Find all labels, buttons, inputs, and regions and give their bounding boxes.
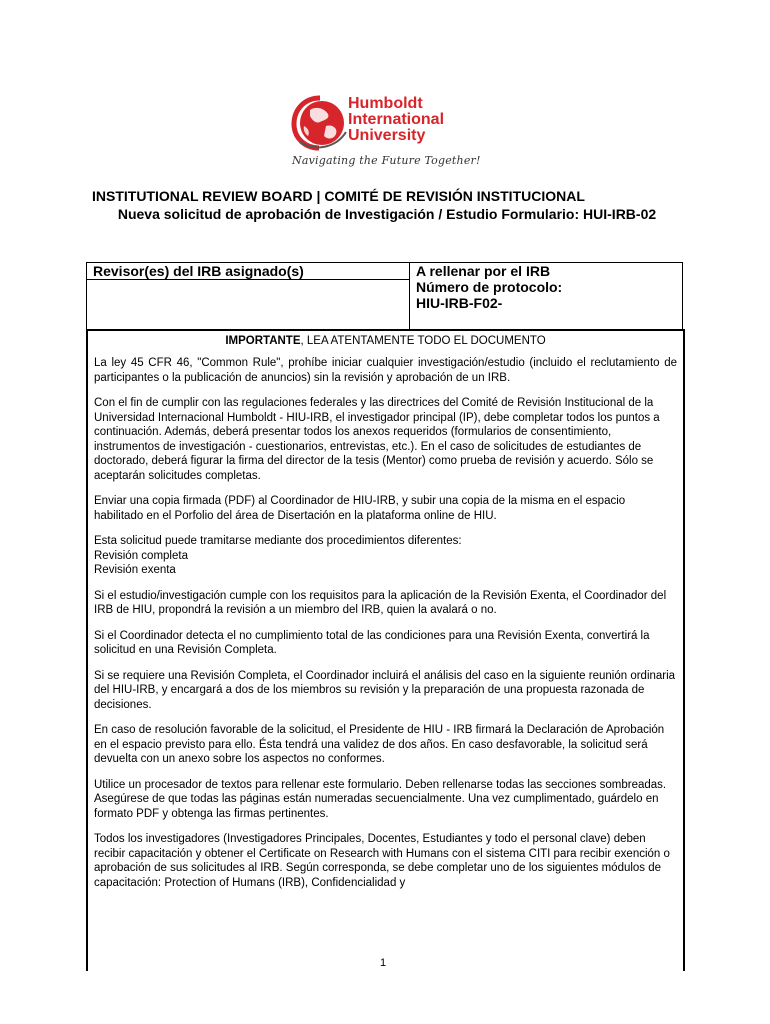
document-title: INSTITUTIONAL REVIEW BOARD | COMITÉ DE REVISIÓN INSTITUCIONAL — [92, 188, 585, 204]
important-rest: , LEA ATENTAMENTE TODO EL DOCUMENTO — [300, 335, 546, 347]
logo-tagline: Navigating the Future Together! — [292, 154, 481, 167]
logo-name-line2: International — [348, 111, 445, 128]
logo-name-line1: Humboldt — [348, 95, 423, 112]
paragraph-full-review: Si se requiere una Revisión Completa, el Coordinador incluirá el análisis del caso en la siguiente reunión ordinaria del HIU-IRB, y encargará a dos de los miembros su revisión y la preparación de una propuesta razonada de decisiones. — [94, 669, 676, 711]
irb-use-cell — [410, 263, 683, 331]
important-heading — [88, 335, 683, 347]
document-subtitle: Nueva solicitud de aprobación de Investigación / Estudio Formulario: HUI-IRB-02 — [117, 206, 657, 222]
paragraph-word-processor: Utilice un procesador de textos para rellenar este formulario. Deben rellenarse todas las secciones sombreadas. Asegúrese de que todas las páginas están numeradas secuencialmente. Una vez cumplimentado, guárdelo en formato PDF y obtenga las firmas pertinentes. — [94, 778, 667, 820]
university-logo — [290, 92, 480, 174]
procedure-full-review: Revisión completa — [94, 549, 188, 562]
paragraph-procedures: Esta solicitud puede tramitarse mediante dos procedimientos diferentes: — [94, 535, 462, 547]
reviewer-header: Revisor(es) del IRB asignado(s) — [87, 263, 410, 280]
paragraph-submit: Enviar una copia firmada (PDF) al Coordinador de HIU-IRB, y subir una copia de la misma en el espacio habilitado en el Porfolio del área de Disertación en la plataforma online de HIU. — [94, 495, 626, 522]
important-notice-box — [86, 329, 685, 971]
reviewer-field[interactable] — [87, 280, 410, 331]
paragraph-training: Todos los investigadores (Investigadores Principales, Docentes, Estudiantes y todo el personal clave) deben recibir capacitación y obtener el Certificate on Research with Humans con el sistema CITI para recibir exención o aprobación de sus solicitudes al IRB. Según corresponda, se debe completar uno de los siguientes módulos de capacitación: Protection of Humans (IRB), Confidencialidad y — [94, 833, 670, 889]
irb-use-label: A rellenar por el IRB — [416, 263, 551, 279]
protocol-number-label: Número de protocolo: — [416, 279, 563, 295]
logo-name-line3: University — [348, 127, 426, 144]
paragraph-noncompliance: Si el Coordinador detecta el no cumplimiento total de las condiciones para una Revisión Exenta, convertirá la solicitud en una Revisión Completa. — [94, 629, 650, 656]
university-name — [348, 96, 444, 144]
protocol-number-value: HIU-IRB-F02- — [416, 295, 503, 311]
important-bold: IMPORTANTE — [225, 335, 301, 347]
procedure-exempt-review: Revisión exenta — [94, 564, 176, 576]
paragraph-requirements: Con el fin de cumplir con las regulaciones federales y las directrices del Comité de Revisión Institucional de la Universidad Internacional Humboldt - HIU-IRB, el investigador principal (IP), debe completar todos los puntos a continuación. Además, deberá presentar todos los anexos requeridos (formularios de consentimiento, instrumentos de investigación - cuestionarios, entrevistas, etc.). En el caso de solicitudes de estudiantes de doctorado, deberá figurar la firma del director de la tesis (Mentor) como prueba de revisión y acuerdo. Sólo se aceptarán solicitudes completas. — [94, 397, 660, 482]
page-number: 1 — [380, 957, 387, 969]
paragraph-approval: En caso de resolución favorable de la solicitud, el Presidente de HIU - IRB firmará la Declaración de Aprobación en el espacio previsto para ello. Ésta tendrá una validez de dos años. En caso desfavorable, la solicitud será devuelta con un anexo sobre los aspectos no conformes. — [94, 724, 665, 765]
paragraph-exempt: Si el estudio/investigación cumple con los requisitos para la aplicación de la Revisión Exenta, el Coordinador del IRB de HIU, propondrá la revisión a un miembro del IRB, quien la avalará o no. — [94, 589, 667, 616]
reviewer-table — [86, 262, 683, 331]
globe-icon — [290, 92, 350, 154]
paragraph-common-rule: La ley 45 CFR 46, "Common Rule", prohíbe iniciar cualquier investigación/estudio (incluido el reclutamiento de participantes o la publicación de anuncios) sin la revisión y aprobación de un IRB. — [94, 357, 677, 384]
